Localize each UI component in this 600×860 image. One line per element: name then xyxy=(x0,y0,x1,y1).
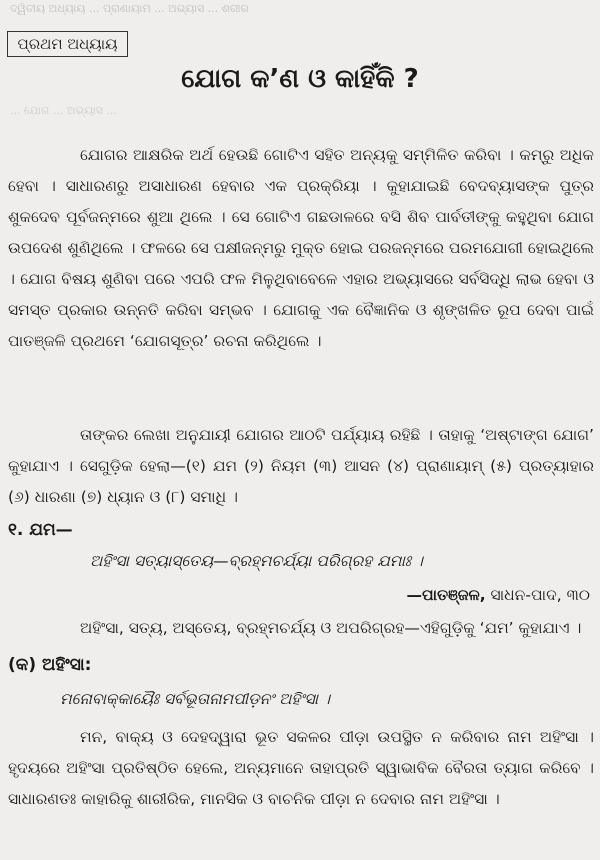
ashtanga-paragraph: ତାଙ୍କର ଲେଖା ଅନୁଯାୟୀ ଯୋଗର ଆଠଟି ପର୍ଯ୍ୟାୟ ରହିଛି । ତାହାକୁ ‘ଅଷ୍ଟାଙ୍ଗ ଯୋଗ’ କୁହାଯାଏ । ସେଗୁଡ଼ିକ ହେଲା—(୧) ଯମ (୨) ନିୟମ (୩) ଆସନ (୪) ପ୍ରାଣାୟାମ୍ (୫) ପ୍ରତ୍ୟାହାର (୬) ଧାରଣା (୭) ଧ୍ୟାନ ଓ (୮) ସମାଧି । xyxy=(8,426,594,506)
citation-reference: ସାଧନ-ପାଦ, ୩୦ xyxy=(485,586,590,604)
chapter-label: ପ୍ରଥମ ଅଧ୍ୟାୟ xyxy=(7,31,128,57)
sanskrit-verse-ahimsa: ମନୋବାକ୍‌କାୟୈଃ ସର୍ବଭୂତାନାମପୀଡ଼ନଂ ଅହିଂସା । xyxy=(60,690,330,708)
ahimsa-paragraph: ମନ, ବାକ୍ୟ ଓ ଦେହଦ୍ୱାରା ଭୂତ ସକଳର ପୀଡ଼ା ଉପସ୍ଥିତ ନ କରିବାର ନାମ ଅହିଂସା । ହୃଦୟରେ ଅହିଂସା ପ୍ରତିଷ୍ଠିତ ହେଲେ, ଅନ୍ୟମାନେ ତାହାପ୍ରତି ସ୍ୱାଭାବିକ ବୈରତା ତ୍ୟାଗ କରିବେ । ସାଧାରଣତଃ କାହାରିକୁ ଶାରୀରିକ, ମାନସିକ ଓ ବାଚନିକ ପୀଡ଼ା ନ ଦେବାର ନାମ ଅହିଂସା । xyxy=(8,728,594,808)
yama-list-line: ଅହିଂସା, ସତ୍ୟ, ଅସ୍ତେୟ, ବ୍ରହ୍ମଚର୍ଯ୍ୟ ଓ ଅପରିଗ୍ରହ—ଏହିଗୁଡ଼ିକୁ ‘ଯମ’ କୁହାଯାଏ । xyxy=(80,619,582,637)
intro-paragraph: ଯୋଗର ଆକ୍ଷରିକ ଅର୍ଥ ହେଉଛି ଗୋଟିଏ ସହିତ ଅନ୍ୟକୁ ସମ୍ମିଳିତ କରିବା । କମ୍‌ରୁ ଅଧିକ ହେବା । ସାଧାରଣରୁ ଅସାଧାରଣ ହେବାର ଏକ ପ୍ରକ୍ରିୟା । କୁହାଯାଇଛି ବେଦବ୍ୟାସଙ୍କ ପୁତ୍ର ଶୁକଦେବ ପୂର୍ବଜନ୍ମରେ ଶୁଆ ଥିଲେ । ସେ ଗୋଟିଏ ଗଛଡାଳରେ ବସି ଶିବ ପାର୍ବତୀଙ୍କୁ କହୁଥିବା ଯୋଗ ଉପଦେଶ ଶୁଣିଥିଲେ । ଫଳରେ ସେ ପକ୍ଷୀଜନ୍ମରୁ ମୁକ୍ତ ହୋଇ ପରଜନ୍ମରେ ପରମଯୋଗୀ ହୋଇଥିଲେ । ଯୋଗ ବିଷୟ ଶୁଣିବା ପରେ ଏପରି ଫଳ ମିଳୁଥିବାବେଳେ ଏହାର ଅଭ୍ୟାସରେ ସର୍ବସିଦ୍ଧି ଲାଭ ହେବା ଓ ସମସ୍ତ ପ୍ରକାର ଉନ୍ନତି କରିବା ସମ୍ଭବ । ଯୋଗକୁ ଏକ ବୈଜ୍ଞାନିକ ଓ ଶୃଙ୍ଖଳିତ ରୂପ ଦେବା ପାଇଁ ପାତଞ୍ଜଳି ପ୍ରଥମେ ‘ଯୋଗସୂତ୍ର’ ରଚନା କରିଥିଲେ । xyxy=(8,146,594,350)
section-heading-ahimsa: (କ) ଅହିଂସା: xyxy=(8,655,92,675)
page-title: ଯୋଗ କ’ଣ ଓ କାହିଁକି ? xyxy=(181,64,419,94)
section-heading-yama: ୧. ଯମ— xyxy=(8,520,73,540)
bleed-through-text-middle: ... ଯୋଗ ... ଅଭ୍ୟାସ ... xyxy=(10,104,117,117)
ahimsa-paragraph-block xyxy=(8,722,594,815)
verse-citation xyxy=(406,580,590,610)
sanskrit-verse-yama: ଅହିଂସା ସତ୍ୟାସ୍ତେୟ—ବ୍ରହ୍ମଚର୍ଯ୍ୟା ପରିଗ୍ରହ ଯମାଃ । xyxy=(90,552,423,570)
intro-paragraph-block xyxy=(8,140,594,357)
ashtanga-paragraph-block xyxy=(8,420,594,513)
bleed-through-text-top: ଦ୍ୱିତୀୟ ଅଧ୍ୟାୟ ... ପ୍ରାଣାୟାମ ... ଅଭ୍ୟାସ ... ଶରୀର xyxy=(10,2,249,15)
yama-list-block xyxy=(80,613,594,644)
citation-source: —ପାତଞ୍ଜଳ, xyxy=(406,586,486,604)
